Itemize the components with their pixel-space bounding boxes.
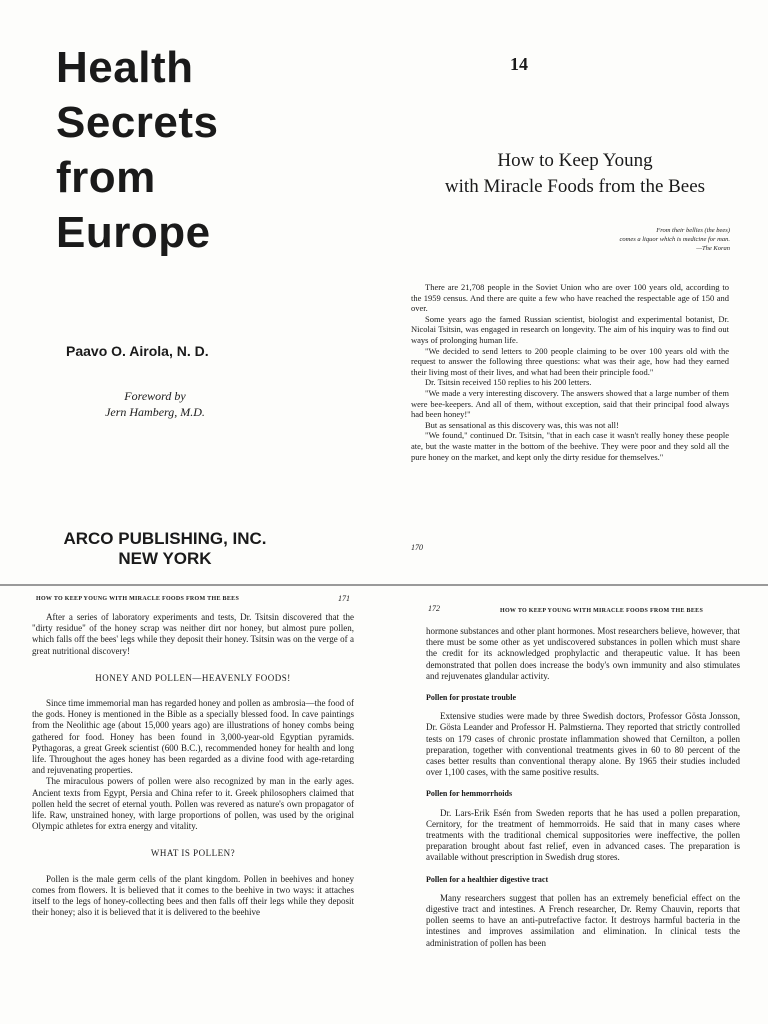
- page-number: 172: [428, 604, 440, 613]
- chapter-title: [410, 148, 740, 200]
- epigraph-source: —The Koran: [696, 245, 730, 252]
- publisher-city: NEW YORK: [118, 549, 212, 568]
- page-number: 171: [338, 594, 350, 603]
- author-name: Paavo O. Airola, N. D.: [66, 343, 209, 359]
- paragraph: Some years ago the famed Russian scientist, biologist and experimental botanist, Dr. Nicolai Tsitsin, was engaged in research on longevity. The aim of his inquiry was to find out ways of prolonging human life.: [411, 313, 729, 345]
- chapter-title-line: How to Keep Young: [497, 150, 653, 171]
- title-line: Health: [56, 43, 194, 92]
- chapter-body: [411, 282, 729, 462]
- chapter-title-line: with Miracle Foods from the Bees: [444, 176, 706, 197]
- chapter-number: 14: [510, 54, 528, 74]
- paragraph: Pollen is the male germ cells of the plant kingdom. Pollen in beehives and honey comes from flowers. It is believed that it comes to the beehive in two ways: it attaches itself to the legs of honey-collecting bees and then falls off their legs while they deposit their honey; also it is believed that it is delivered to the beehive: [32, 873, 354, 918]
- foreword-label: Foreword by: [124, 389, 186, 403]
- title-line: Secrets: [56, 98, 219, 147]
- paragraph: "We found," continued Dr. Tsitsin, "that in each case it wasn't really honey these people ate, but the waste matter in the bottom of the beehive. They were poor and they sold all the pure honey on the market, and kept only the dirty residue for themselves.": [411, 430, 729, 462]
- paragraph: Dr. Lars-Erik Esén from Sweden reports that he has used a pollen preparation, Cernitory, for the treatment of hemmorroids. He said that in many cases where treatments with the traditional chemical suppositories were ineffective, the pollen preparation brought about fast relief, even in advanced cases. The preparation is available without prescription in Swedish drug stores.: [426, 807, 740, 863]
- epigraph-line: comes a liquor which is medicine for man.: [619, 236, 730, 243]
- page-171-body: [32, 612, 354, 918]
- running-head: HOW TO KEEP YOUNG WITH MIRACLE FOODS FROM THE BEES: [500, 608, 704, 614]
- page-number: 170: [411, 543, 423, 552]
- paragraph: After a series of laboratory experiments and tests, Dr. Tsitsin discovered that the "dirty residue" of the honey scrap was neither dirt nor honey, but almost pure pollen, which falls off the bees' legs while they deposit their honey. Tsitsin was on the verge of a great nutritional discovery!: [32, 612, 354, 656]
- section-heading: HONEY AND POLLEN—HEAVENLY FOODS!: [95, 672, 291, 683]
- paragraph: But as sensational as this discovery was, this was not all!: [425, 419, 619, 430]
- foreword-author: Jern Hamberg, M.D.: [105, 405, 205, 419]
- running-head: HOW TO KEEP YOUNG WITH MIRACLE FOODS FROM THE BEES: [36, 596, 240, 602]
- section-heading: WHAT IS POLLEN?: [150, 848, 236, 859]
- paragraph: There are 21,708 people in the Soviet Union who are over 100 years old, according to the 1959 census. And there are quite a few who have reached the respectable age of 150 and over.: [411, 282, 729, 314]
- foreword: [0, 388, 310, 420]
- paragraph: Since time immemorial man has regarded honey and pollen as ambrosia—the food of the gods. Honey is mentioned in the Bible as a specially blessed food. In cave paintings from the Neolithic age (about 15,000 years ago) are illustrations of honey combs being gathered for food. Honey has been found in 3,000-year-old Egyptian pyramids. Pythagoras, a great Greek scientist (600 B.C.), recommended honey for health and long life. Throughout the ages honey has been regarded as a divine food with age-retarding and rejuvenating properties.: [32, 698, 354, 776]
- paragraph: The miraculous powers of pollen were also recognized by man in the early ages. Ancient texts from Egypt, Persia and China refer to it. Greek philosophers claimed that pollen held the secret of eternal youth. Pollen was revered as nature's own propagator of life. Raw, unstrained honey, with large proportions of pollen, was used by the original Olympic athletes for extra energy and vitality.: [32, 776, 354, 832]
- publisher-name: ARCO PUBLISHING, INC.: [63, 529, 267, 548]
- paragraph: Dr. Tsitsin received 150 replies to his 200 letters.: [425, 377, 592, 388]
- epigraph: [530, 226, 730, 253]
- epigraph-line: From their bellies (the bees): [656, 227, 730, 234]
- book-title: [56, 40, 219, 260]
- title-line: from: [56, 153, 156, 202]
- paragraph: "We decided to send letters to 200 people claiming to be over 100 years old with the request to answer the following three questions: what was their age, how had they earned their living most of their lives, and what had been their principle food.": [411, 345, 729, 377]
- subsection-heading: Pollen for hemmorrhoids: [426, 789, 513, 799]
- paragraph: "We made a very interesting discovery. The answers showed that a large number of them were bee-keepers. And all of them, without exception, said that their principal food always had been honey!": [411, 387, 729, 420]
- subsection-heading: Pollen for prostate trouble: [426, 693, 516, 703]
- title-page: [0, 0, 384, 585]
- paragraph: hormone substances and other plant hormones. Most researchers believe, however, that there must be some other as yet undiscovered substances in pollen which must share the credit for its acknowledged prophylactic and therapeutic value. It has been demonstrated that pollen does increase the body's own immunity and also stimulates and rejuvenates glandular activity.: [426, 626, 740, 681]
- paragraph: Many researchers suggest that pollen has an extremely beneficial effect on the digestive tract and intestines. A French researcher, Dr. Remy Chauvin, reports that pollen seems to have an anti-putrefactive factor. It destroys harmful bacteria in the intestines and improves assimilation and elimination. In clinical tests the administration of pollen has been: [426, 892, 740, 948]
- title-line: Europe: [56, 208, 211, 257]
- paragraph: Extensive studies were made by three Swedish doctors, Professor Gösta Jonsson, Dr. Gösta Leander and Professor H. Palmstierna. They reported that strictly controlled tests on 179 cases of chronic prostate inflammation showed that Cernilton, a pollen preparation, together with conventional treatments gives in 60 to 80 percent of the cases better results than conventional therapy alone. By 1965 their studies included over 1,100 cases, with the same positive results.: [426, 711, 740, 778]
- publisher: [30, 529, 300, 569]
- page-172-body: [426, 626, 740, 949]
- subsection-heading: Pollen for a healthier digestive tract: [426, 874, 549, 884]
